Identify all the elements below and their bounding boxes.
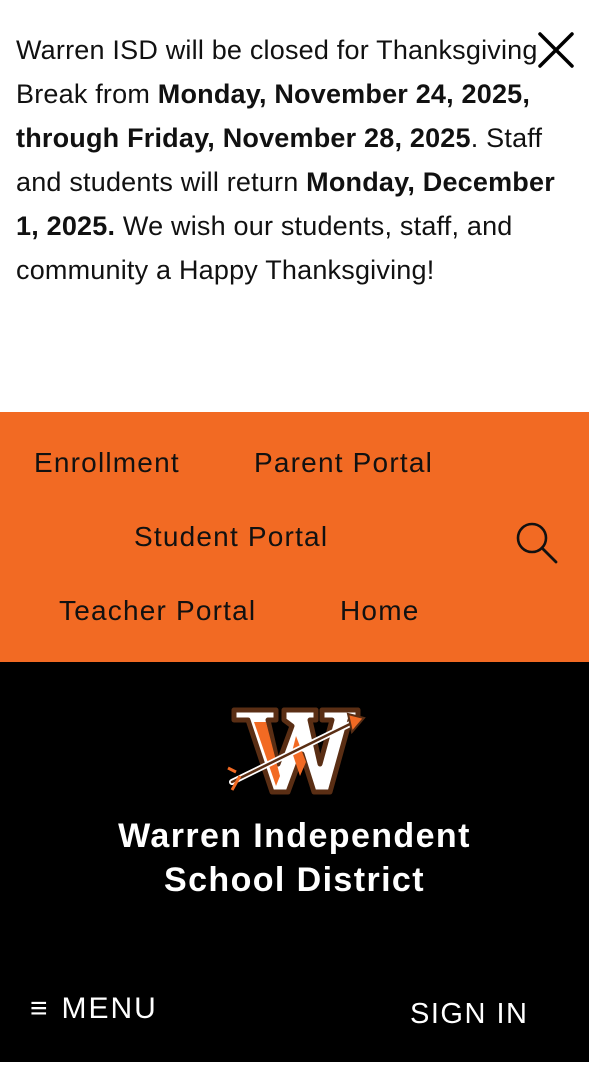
alert-return-date: Monday, December 1, 2025. (16, 167, 555, 241)
close-icon (536, 30, 576, 70)
quick-link-enrollment[interactable]: Enrollment (34, 447, 180, 478)
warren-w-arrow-logo-icon (226, 702, 366, 800)
alert-text-1: Warren ISD will be closed for Thanksgiving Break from (16, 35, 538, 109)
district-name-line-2: School District (164, 861, 425, 899)
hamburger-icon: ≡ (30, 992, 50, 1025)
quick-link-student-portal[interactable]: Student Portal (134, 521, 329, 552)
quick-link-parent-portal[interactable]: Parent Portal (254, 447, 434, 478)
district-name[interactable] (0, 814, 589, 902)
close-alert-button[interactable] (536, 30, 576, 70)
district-name-line-1: Warren Independent (118, 817, 471, 855)
site-header (0, 662, 589, 1062)
alert-closure-dates: Monday, November 24, 2025, through Friday, November 28, 2025 (16, 79, 531, 153)
menu-button[interactable] (30, 992, 158, 1026)
quick-link-teacher-portal[interactable]: Teacher Portal (59, 595, 257, 626)
district-logo[interactable] (226, 702, 366, 800)
alert-banner (0, 0, 600, 412)
search-icon (512, 518, 560, 566)
sign-in-button[interactable]: SIGN IN (410, 998, 529, 1030)
quick-link-home[interactable]: Home (340, 595, 420, 626)
alert-text-2: . Staff and students will return (16, 123, 543, 197)
quick-links-bar (0, 412, 589, 662)
menu-label: MENU (61, 992, 158, 1025)
search-button[interactable] (512, 518, 560, 566)
alert-text-3: We wish our students, staff, and community a Happy Thanksgiving! (16, 211, 513, 285)
alert-message (16, 28, 576, 292)
